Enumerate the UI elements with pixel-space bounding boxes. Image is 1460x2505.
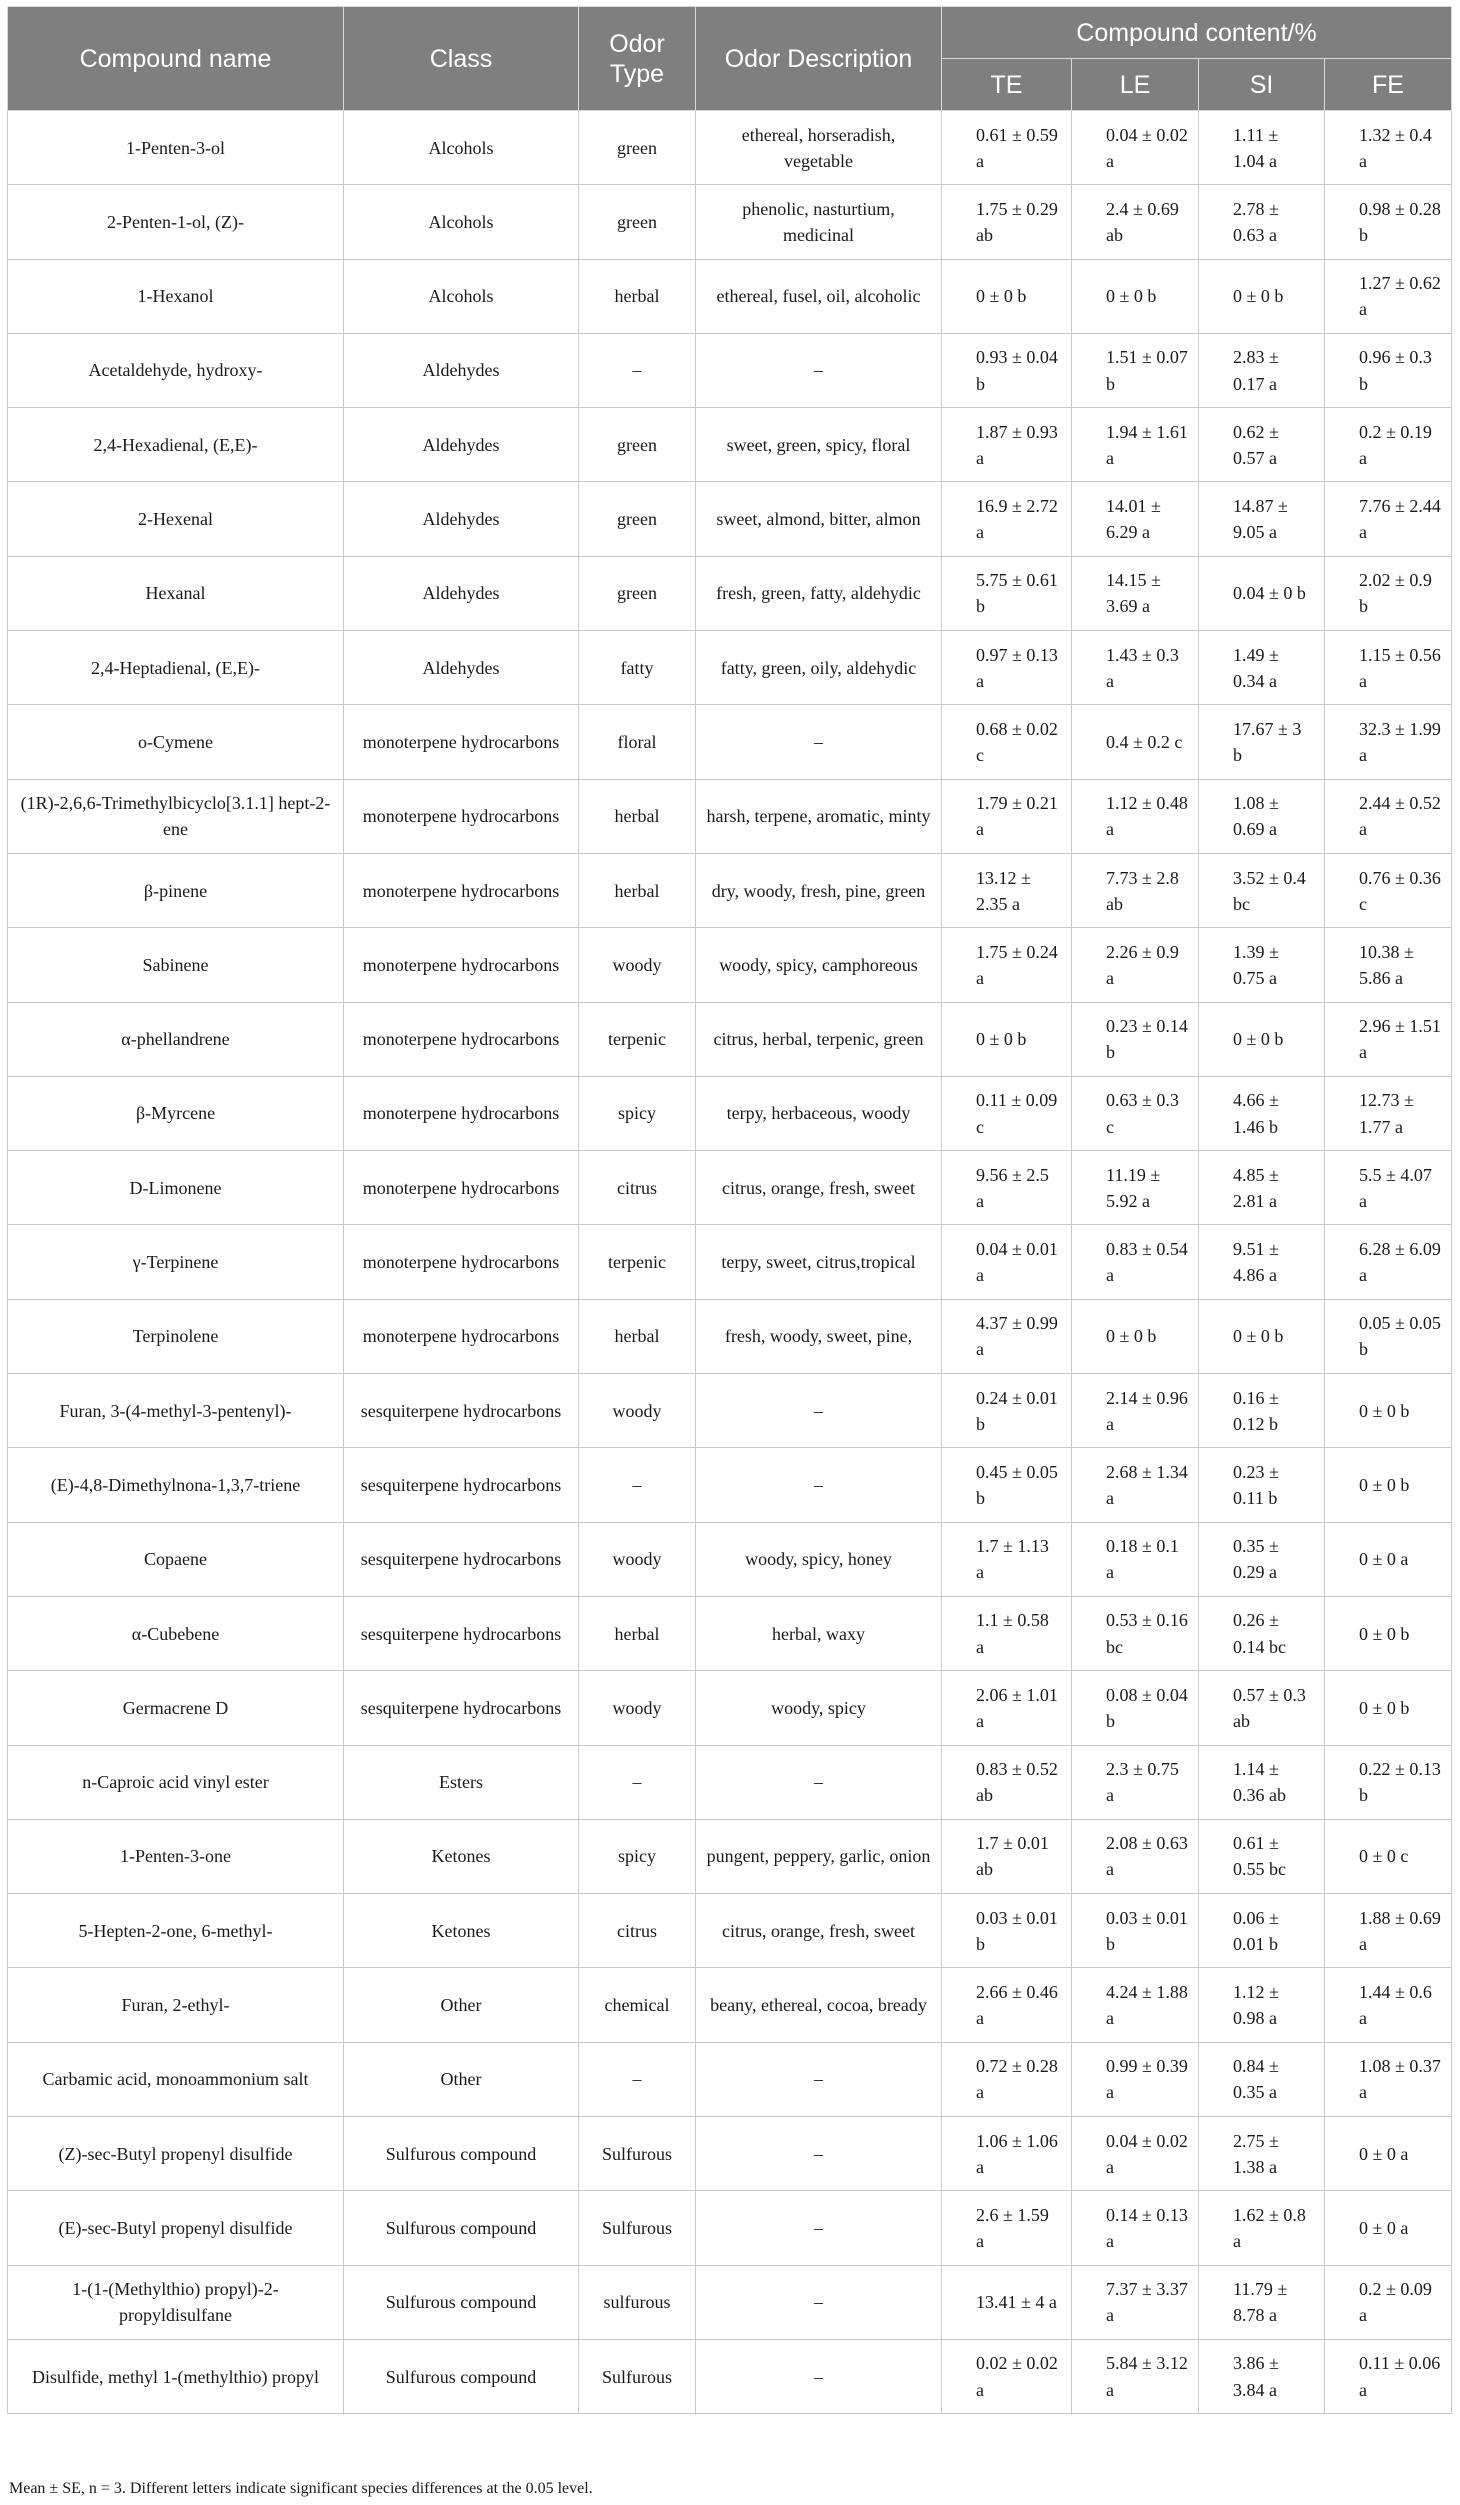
- cell-te: 0.02 ± 0.02 a: [942, 2339, 1072, 2413]
- table-row: [8, 1968, 1452, 2042]
- table-row: [8, 1745, 1452, 1819]
- table-row: [8, 1894, 1452, 1968]
- cell-le: 2.14 ± 0.96 a: [1072, 1374, 1199, 1448]
- cell-class: Alcohols: [344, 259, 579, 333]
- cell-odor-type: green: [579, 556, 696, 630]
- cell-fe: 7.76 ± 2.44 a: [1325, 482, 1452, 556]
- cell-le: 0.53 ± 0.16 bc: [1072, 1596, 1199, 1670]
- cell-odor-type: spicy: [579, 1819, 696, 1893]
- cell-class: Other: [344, 1968, 579, 2042]
- cell-si: 0.06 ± 0.01 b: [1199, 1894, 1325, 1968]
- cell-odor-description: terpy, herbaceous, woody: [696, 1076, 942, 1150]
- cell-compound-name: (Z)-sec-Butyl propenyl disulfide: [8, 2117, 344, 2191]
- cell-class: Aldehydes: [344, 333, 579, 407]
- cell-odor-type: citrus: [579, 1151, 696, 1225]
- cell-compound-name: Hexanal: [8, 556, 344, 630]
- cell-si: 4.85 ± 2.81 a: [1199, 1151, 1325, 1225]
- cell-te: 0 ± 0 b: [942, 259, 1072, 333]
- cell-class: Sulfurous compound: [344, 2117, 579, 2191]
- cell-fe: 0 ± 0 c: [1325, 1819, 1452, 1893]
- cell-te: 16.9 ± 2.72 a: [942, 482, 1072, 556]
- cell-le: 7.73 ± 2.8 ab: [1072, 853, 1199, 927]
- cell-fe: 0.76 ± 0.36 c: [1325, 853, 1452, 927]
- cell-class: Ketones: [344, 1894, 579, 1968]
- cell-fe: 10.38 ± 5.86 a: [1325, 928, 1452, 1002]
- cell-te: 4.37 ± 0.99 a: [942, 1299, 1072, 1373]
- cell-odor-type: citrus: [579, 1894, 696, 1968]
- cell-le: 2.4 ± 0.69 ab: [1072, 185, 1199, 259]
- cell-fe: 2.96 ± 1.51 a: [1325, 1002, 1452, 1076]
- cell-te: 1.75 ± 0.29 ab: [942, 185, 1072, 259]
- cell-fe: 0.2 ± 0.19 a: [1325, 408, 1452, 482]
- cell-te: 2.06 ± 1.01 a: [942, 1671, 1072, 1745]
- cell-le: 1.94 ± 1.61 a: [1072, 408, 1199, 482]
- cell-odor-description: woody, spicy, honey: [696, 1522, 942, 1596]
- cell-le: 11.19 ± 5.92 a: [1072, 1151, 1199, 1225]
- cell-fe: 6.28 ± 6.09 a: [1325, 1225, 1452, 1299]
- cell-le: 0.4 ± 0.2 c: [1072, 705, 1199, 779]
- cell-le: 0.83 ± 0.54 a: [1072, 1225, 1199, 1299]
- cell-te: 0.24 ± 0.01 b: [942, 1374, 1072, 1448]
- cell-si: 0.57 ± 0.3 ab: [1199, 1671, 1325, 1745]
- table-row: [8, 1819, 1452, 1893]
- cell-class: monoterpene hydrocarbons: [344, 1002, 579, 1076]
- table-row: [8, 1522, 1452, 1596]
- cell-odor-description: –: [696, 1448, 942, 1522]
- cell-si: 0.04 ± 0 b: [1199, 556, 1325, 630]
- header-class: Class: [344, 7, 579, 111]
- cell-compound-name: β-pinene: [8, 853, 344, 927]
- cell-compound-name: 2,4-Hexadienal, (E,E)-: [8, 408, 344, 482]
- cell-odor-type: green: [579, 482, 696, 556]
- cell-fe: 0 ± 0 a: [1325, 2191, 1452, 2265]
- cell-odor-description: terpy, sweet, citrus,tropical: [696, 1225, 942, 1299]
- table-row: [8, 1448, 1452, 1522]
- cell-class: sesquiterpene hydrocarbons: [344, 1448, 579, 1522]
- cell-odor-description: herbal, waxy: [696, 1596, 942, 1670]
- cell-odor-description: woody, spicy, camphoreous: [696, 928, 942, 1002]
- header-group-le: LE: [1072, 59, 1199, 111]
- cell-odor-type: herbal: [579, 259, 696, 333]
- cell-fe: 5.5 ± 4.07 a: [1325, 1151, 1452, 1225]
- cell-compound-name: 2-Penten-1-ol, (Z)-: [8, 185, 344, 259]
- cell-class: Other: [344, 2042, 579, 2116]
- cell-le: 14.15 ± 3.69 a: [1072, 556, 1199, 630]
- table-row: [8, 333, 1452, 407]
- cell-si: 1.08 ± 0.69 a: [1199, 779, 1325, 853]
- cell-fe: 0.11 ± 0.06 a: [1325, 2339, 1452, 2413]
- cell-class: sesquiterpene hydrocarbons: [344, 1374, 579, 1448]
- cell-odor-description: ethereal, horseradish, vegetable: [696, 111, 942, 185]
- cell-le: 0 ± 0 b: [1072, 259, 1199, 333]
- cell-le: 2.3 ± 0.75 a: [1072, 1745, 1199, 1819]
- cell-odor-description: harsh, terpene, aromatic, minty: [696, 779, 942, 853]
- table-row: [8, 185, 1452, 259]
- table-row: [8, 705, 1452, 779]
- cell-compound-name: α-Cubebene: [8, 1596, 344, 1670]
- cell-te: 0.68 ± 0.02 c: [942, 705, 1072, 779]
- cell-class: Aldehydes: [344, 556, 579, 630]
- header-compound-name: Compound name: [8, 7, 344, 111]
- cell-te: 0.61 ± 0.59 a: [942, 111, 1072, 185]
- cell-le: 0.08 ± 0.04 b: [1072, 1671, 1199, 1745]
- cell-compound-name: 1-Penten-3-one: [8, 1819, 344, 1893]
- cell-te: 13.41 ± 4 a: [942, 2265, 1072, 2339]
- cell-si: 0.23 ± 0.11 b: [1199, 1448, 1325, 1522]
- cell-fe: 0.98 ± 0.28 b: [1325, 185, 1452, 259]
- cell-compound-name: Furan, 3-(4-methyl-3-pentenyl)-: [8, 1374, 344, 1448]
- cell-odor-type: fatty: [579, 631, 696, 705]
- table-row: [8, 1374, 1452, 1448]
- header-group-si: SI: [1199, 59, 1325, 111]
- cell-compound-name: α-phellandrene: [8, 1002, 344, 1076]
- cell-le: 2.68 ± 1.34 a: [1072, 1448, 1199, 1522]
- cell-te: 5.75 ± 0.61 b: [942, 556, 1072, 630]
- cell-class: monoterpene hydrocarbons: [344, 928, 579, 1002]
- cell-te: 0.03 ± 0.01 b: [942, 1894, 1072, 1968]
- cell-class: Aldehydes: [344, 408, 579, 482]
- cell-le: 7.37 ± 3.37 a: [1072, 2265, 1199, 2339]
- cell-odor-type: green: [579, 408, 696, 482]
- header-odor-description: Odor Description: [696, 7, 942, 111]
- cell-odor-description: –: [696, 2042, 942, 2116]
- cell-te: 1.7 ± 1.13 a: [942, 1522, 1072, 1596]
- cell-fe: 1.27 ± 0.62 a: [1325, 259, 1452, 333]
- cell-odor-description: –: [696, 705, 942, 779]
- cell-te: 2.6 ± 1.59 a: [942, 2191, 1072, 2265]
- table-row: [8, 111, 1452, 185]
- cell-compound-name: 1-(1-(Methylthio) propyl)-2-propyldisulfane: [8, 2265, 344, 2339]
- table-row: [8, 1076, 1452, 1150]
- cell-te: 0 ± 0 b: [942, 1002, 1072, 1076]
- cell-odor-type: herbal: [579, 779, 696, 853]
- cell-compound-name: (1R)-2,6,6-Trimethylbicyclo[3.1.1] hept-2-ene: [8, 779, 344, 853]
- header-group-te: TE: [942, 59, 1072, 111]
- cell-class: monoterpene hydrocarbons: [344, 1151, 579, 1225]
- cell-odor-type: –: [579, 1745, 696, 1819]
- cell-fe: 0.2 ± 0.09 a: [1325, 2265, 1452, 2339]
- table-row: [8, 2042, 1452, 2116]
- header-group-fe: FE: [1325, 59, 1452, 111]
- cell-compound-name: 2,4-Heptadienal, (E,E)-: [8, 631, 344, 705]
- cell-compound-name: 5-Hepten-2-one, 6-methyl-: [8, 1894, 344, 1968]
- cell-fe: 0.05 ± 0.05 b: [1325, 1299, 1452, 1373]
- table-row: [8, 1596, 1452, 1670]
- cell-odor-type: herbal: [579, 1596, 696, 1670]
- cell-si: 17.67 ± 3 b: [1199, 705, 1325, 779]
- cell-si: 0 ± 0 b: [1199, 1002, 1325, 1076]
- cell-le: 0.63 ± 0.3 c: [1072, 1076, 1199, 1150]
- cell-class: Sulfurous compound: [344, 2265, 579, 2339]
- cell-odor-description: citrus, herbal, terpenic, green: [696, 1002, 942, 1076]
- cell-odor-type: –: [579, 2042, 696, 2116]
- cell-le: 0.18 ± 0.1 a: [1072, 1522, 1199, 1596]
- cell-le: 0.23 ± 0.14 b: [1072, 1002, 1199, 1076]
- cell-odor-description: beany, ethereal, cocoa, bready: [696, 1968, 942, 2042]
- cell-odor-description: dry, woody, fresh, pine, green: [696, 853, 942, 927]
- cell-odor-type: Sulfurous: [579, 2117, 696, 2191]
- cell-si: 0 ± 0 b: [1199, 1299, 1325, 1373]
- cell-compound-name: Carbamic acid, monoammonium salt: [8, 2042, 344, 2116]
- table-row: [8, 2117, 1452, 2191]
- cell-compound-name: (E)-sec-Butyl propenyl disulfide: [8, 2191, 344, 2265]
- cell-odor-description: –: [696, 2191, 942, 2265]
- cell-compound-name: Copaene: [8, 1522, 344, 1596]
- table-row: [8, 2265, 1452, 2339]
- compound-table: [7, 6, 1452, 2414]
- table-row: [8, 408, 1452, 482]
- cell-odor-type: green: [579, 111, 696, 185]
- cell-odor-type: Sulfurous: [579, 2339, 696, 2413]
- cell-class: monoterpene hydrocarbons: [344, 1076, 579, 1150]
- cell-odor-type: terpenic: [579, 1002, 696, 1076]
- cell-le: 4.24 ± 1.88 a: [1072, 1968, 1199, 2042]
- cell-si: 9.51 ± 4.86 a: [1199, 1225, 1325, 1299]
- cell-te: 1.06 ± 1.06 a: [942, 2117, 1072, 2191]
- table-row: [8, 1151, 1452, 1225]
- table-row: [8, 631, 1452, 705]
- cell-fe: 0.22 ± 0.13 b: [1325, 1745, 1452, 1819]
- cell-compound-name: β-Myrcene: [8, 1076, 344, 1150]
- cell-fe: 2.44 ± 0.52 a: [1325, 779, 1452, 853]
- cell-compound-name: 1-Hexanol: [8, 259, 344, 333]
- header-compound-content: Compound content/%: [942, 7, 1452, 59]
- cell-odor-type: herbal: [579, 853, 696, 927]
- cell-compound-name: 2-Hexenal: [8, 482, 344, 556]
- cell-si: 1.49 ± 0.34 a: [1199, 631, 1325, 705]
- table-body: [8, 111, 1452, 2414]
- cell-odor-description: sweet, green, spicy, floral: [696, 408, 942, 482]
- cell-te: 13.12 ± 2.35 a: [942, 853, 1072, 927]
- cell-odor-description: fresh, green, fatty, aldehydic: [696, 556, 942, 630]
- cell-odor-description: pungent, peppery, garlic, onion: [696, 1819, 942, 1893]
- cell-si: 0.26 ± 0.14 bc: [1199, 1596, 1325, 1670]
- cell-le: 1.51 ± 0.07 b: [1072, 333, 1199, 407]
- cell-odor-type: –: [579, 1448, 696, 1522]
- cell-le: 1.12 ± 0.48 a: [1072, 779, 1199, 853]
- cell-fe: 32.3 ± 1.99 a: [1325, 705, 1452, 779]
- cell-le: 0 ± 0 b: [1072, 1299, 1199, 1373]
- cell-si: 1.11 ± 1.04 a: [1199, 111, 1325, 185]
- cell-odor-type: sulfurous: [579, 2265, 696, 2339]
- table-row: [8, 1299, 1452, 1373]
- cell-te: 0.72 ± 0.28 a: [942, 2042, 1072, 2116]
- cell-compound-name: n-Caproic acid vinyl ester: [8, 1745, 344, 1819]
- table-row: [8, 1002, 1452, 1076]
- cell-odor-description: –: [696, 1745, 942, 1819]
- cell-compound-name: γ-Terpinene: [8, 1225, 344, 1299]
- cell-te: 9.56 ± 2.5 a: [942, 1151, 1072, 1225]
- cell-class: sesquiterpene hydrocarbons: [344, 1596, 579, 1670]
- table-footnote: Mean ± SE, n = 3. Different letters indicate significant species differences at the 0.05 level.: [9, 2480, 593, 2497]
- cell-si: 0 ± 0 b: [1199, 259, 1325, 333]
- cell-odor-type: green: [579, 185, 696, 259]
- cell-odor-type: woody: [579, 1522, 696, 1596]
- cell-odor-description: woody, spicy: [696, 1671, 942, 1745]
- cell-odor-type: woody: [579, 928, 696, 1002]
- cell-fe: 0 ± 0 a: [1325, 1522, 1452, 1596]
- cell-fe: 1.88 ± 0.69 a: [1325, 1894, 1452, 1968]
- cell-odor-description: –: [696, 2117, 942, 2191]
- cell-class: Sulfurous compound: [344, 2191, 579, 2265]
- cell-odor-description: sweet, almond, bitter, almon: [696, 482, 942, 556]
- cell-class: monoterpene hydrocarbons: [344, 1225, 579, 1299]
- cell-fe: 1.44 ± 0.6 a: [1325, 1968, 1452, 2042]
- cell-le: 14.01 ± 6.29 a: [1072, 482, 1199, 556]
- table-row: [8, 1671, 1452, 1745]
- cell-fe: 0 ± 0 b: [1325, 1596, 1452, 1670]
- cell-si: 1.39 ± 0.75 a: [1199, 928, 1325, 1002]
- table-row: [8, 928, 1452, 1002]
- cell-le: 1.43 ± 0.3 a: [1072, 631, 1199, 705]
- cell-fe: 0 ± 0 b: [1325, 1448, 1452, 1522]
- cell-te: 1.87 ± 0.93 a: [942, 408, 1072, 482]
- cell-compound-name: Sabinene: [8, 928, 344, 1002]
- cell-si: 11.79 ± 8.78 a: [1199, 2265, 1325, 2339]
- cell-class: monoterpene hydrocarbons: [344, 779, 579, 853]
- cell-odor-type: spicy: [579, 1076, 696, 1150]
- cell-fe: 1.15 ± 0.56 a: [1325, 631, 1452, 705]
- cell-te: 1.7 ± 0.01 ab: [942, 1819, 1072, 1893]
- cell-compound-name: (E)-4,8-Dimethylnona-1,3,7-triene: [8, 1448, 344, 1522]
- cell-fe: 1.08 ± 0.37 a: [1325, 2042, 1452, 2116]
- table-row: [8, 556, 1452, 630]
- cell-le: 0.99 ± 0.39 a: [1072, 2042, 1199, 2116]
- cell-te: 0.83 ± 0.52 ab: [942, 1745, 1072, 1819]
- cell-si: 0.62 ± 0.57 a: [1199, 408, 1325, 482]
- cell-compound-name: Terpinolene: [8, 1299, 344, 1373]
- cell-te: 0.97 ± 0.13 a: [942, 631, 1072, 705]
- cell-si: 0.61 ± 0.55 bc: [1199, 1819, 1325, 1893]
- cell-si: 2.75 ± 1.38 a: [1199, 2117, 1325, 2191]
- cell-le: 2.26 ± 0.9 a: [1072, 928, 1199, 1002]
- cell-si: 14.87 ± 9.05 a: [1199, 482, 1325, 556]
- cell-fe: 12.73 ± 1.77 a: [1325, 1076, 1452, 1150]
- cell-si: 3.52 ± 0.4 bc: [1199, 853, 1325, 927]
- cell-le: 0.03 ± 0.01 b: [1072, 1894, 1199, 1968]
- cell-si: 4.66 ± 1.46 b: [1199, 1076, 1325, 1150]
- cell-le: 5.84 ± 3.12 a: [1072, 2339, 1199, 2413]
- header-odor-type: Odor Type: [579, 7, 696, 111]
- cell-class: monoterpene hydrocarbons: [344, 705, 579, 779]
- cell-si: 1.62 ± 0.8 a: [1199, 2191, 1325, 2265]
- cell-odor-description: phenolic, nasturtium, medicinal: [696, 185, 942, 259]
- cell-le: 0.14 ± 0.13 a: [1072, 2191, 1199, 2265]
- header-row-1: [8, 7, 1452, 59]
- cell-odor-type: herbal: [579, 1299, 696, 1373]
- cell-si: 2.83 ± 0.17 a: [1199, 333, 1325, 407]
- cell-fe: 0 ± 0 a: [1325, 2117, 1452, 2191]
- cell-odor-description: –: [696, 1374, 942, 1448]
- cell-odor-type: Sulfurous: [579, 2191, 696, 2265]
- cell-odor-type: chemical: [579, 1968, 696, 2042]
- table-row: [8, 482, 1452, 556]
- cell-le: 0.04 ± 0.02 a: [1072, 2117, 1199, 2191]
- cell-te: 2.66 ± 0.46 a: [942, 1968, 1072, 2042]
- cell-si: 1.14 ± 0.36 ab: [1199, 1745, 1325, 1819]
- cell-odor-description: citrus, orange, fresh, sweet: [696, 1151, 942, 1225]
- cell-compound-name: Furan, 2-ethyl-: [8, 1968, 344, 2042]
- cell-class: Sulfurous compound: [344, 2339, 579, 2413]
- cell-te: 0.11 ± 0.09 c: [942, 1076, 1072, 1150]
- table-row: [8, 2339, 1452, 2413]
- cell-te: 0.04 ± 0.01 a: [942, 1225, 1072, 1299]
- table-row: [8, 2191, 1452, 2265]
- cell-fe: 0 ± 0 b: [1325, 1671, 1452, 1745]
- cell-compound-name: D-Limonene: [8, 1151, 344, 1225]
- table-row: [8, 779, 1452, 853]
- cell-fe: 1.32 ± 0.4 a: [1325, 111, 1452, 185]
- table-row: [8, 1225, 1452, 1299]
- cell-te: 0.93 ± 0.04 b: [942, 333, 1072, 407]
- cell-si: 0.16 ± 0.12 b: [1199, 1374, 1325, 1448]
- cell-class: sesquiterpene hydrocarbons: [344, 1671, 579, 1745]
- cell-class: monoterpene hydrocarbons: [344, 853, 579, 927]
- cell-class: Ketones: [344, 1819, 579, 1893]
- cell-si: 2.78 ± 0.63 a: [1199, 185, 1325, 259]
- cell-fe: 0.96 ± 0.3 b: [1325, 333, 1452, 407]
- table-row: [8, 853, 1452, 927]
- cell-te: 1.79 ± 0.21 a: [942, 779, 1072, 853]
- cell-odor-description: –: [696, 333, 942, 407]
- cell-odor-description: –: [696, 2339, 942, 2413]
- cell-te: 0.45 ± 0.05 b: [942, 1448, 1072, 1522]
- cell-odor-description: ethereal, fusel, oil, alcoholic: [696, 259, 942, 333]
- table-row: [8, 259, 1452, 333]
- cell-odor-type: floral: [579, 705, 696, 779]
- cell-si: 0.84 ± 0.35 a: [1199, 2042, 1325, 2116]
- cell-odor-type: woody: [579, 1374, 696, 1448]
- cell-compound-name: 1-Penten-3-ol: [8, 111, 344, 185]
- cell-si: 3.86 ± 3.84 a: [1199, 2339, 1325, 2413]
- cell-class: Aldehydes: [344, 482, 579, 556]
- cell-te: 1.1 ± 0.58 a: [942, 1596, 1072, 1670]
- cell-compound-name: Acetaldehyde, hydroxy-: [8, 333, 344, 407]
- cell-si: 0.35 ± 0.29 a: [1199, 1522, 1325, 1596]
- cell-compound-name: Disulfide, methyl 1-(methylthio) propyl: [8, 2339, 344, 2413]
- cell-compound-name: Germacrene D: [8, 1671, 344, 1745]
- cell-fe: 2.02 ± 0.9 b: [1325, 556, 1452, 630]
- cell-odor-description: fatty, green, oily, aldehydic: [696, 631, 942, 705]
- cell-odor-description: citrus, orange, fresh, sweet: [696, 1894, 942, 1968]
- cell-fe: 0 ± 0 b: [1325, 1374, 1452, 1448]
- cell-le: 0.04 ± 0.02 a: [1072, 111, 1199, 185]
- cell-te: 1.75 ± 0.24 a: [942, 928, 1072, 1002]
- cell-odor-type: woody: [579, 1671, 696, 1745]
- cell-odor-description: –: [696, 2265, 942, 2339]
- cell-odor-description: fresh, woody, sweet, pine,: [696, 1299, 942, 1373]
- cell-le: 2.08 ± 0.63 a: [1072, 1819, 1199, 1893]
- cell-class: Esters: [344, 1745, 579, 1819]
- cell-odor-type: –: [579, 333, 696, 407]
- cell-class: Alcohols: [344, 111, 579, 185]
- cell-class: Alcohols: [344, 185, 579, 259]
- cell-odor-type: terpenic: [579, 1225, 696, 1299]
- cell-compound-name: o-Cymene: [8, 705, 344, 779]
- cell-class: sesquiterpene hydrocarbons: [344, 1522, 579, 1596]
- cell-class: Aldehydes: [344, 631, 579, 705]
- cell-class: monoterpene hydrocarbons: [344, 1299, 579, 1373]
- cell-si: 1.12 ± 0.98 a: [1199, 1968, 1325, 2042]
